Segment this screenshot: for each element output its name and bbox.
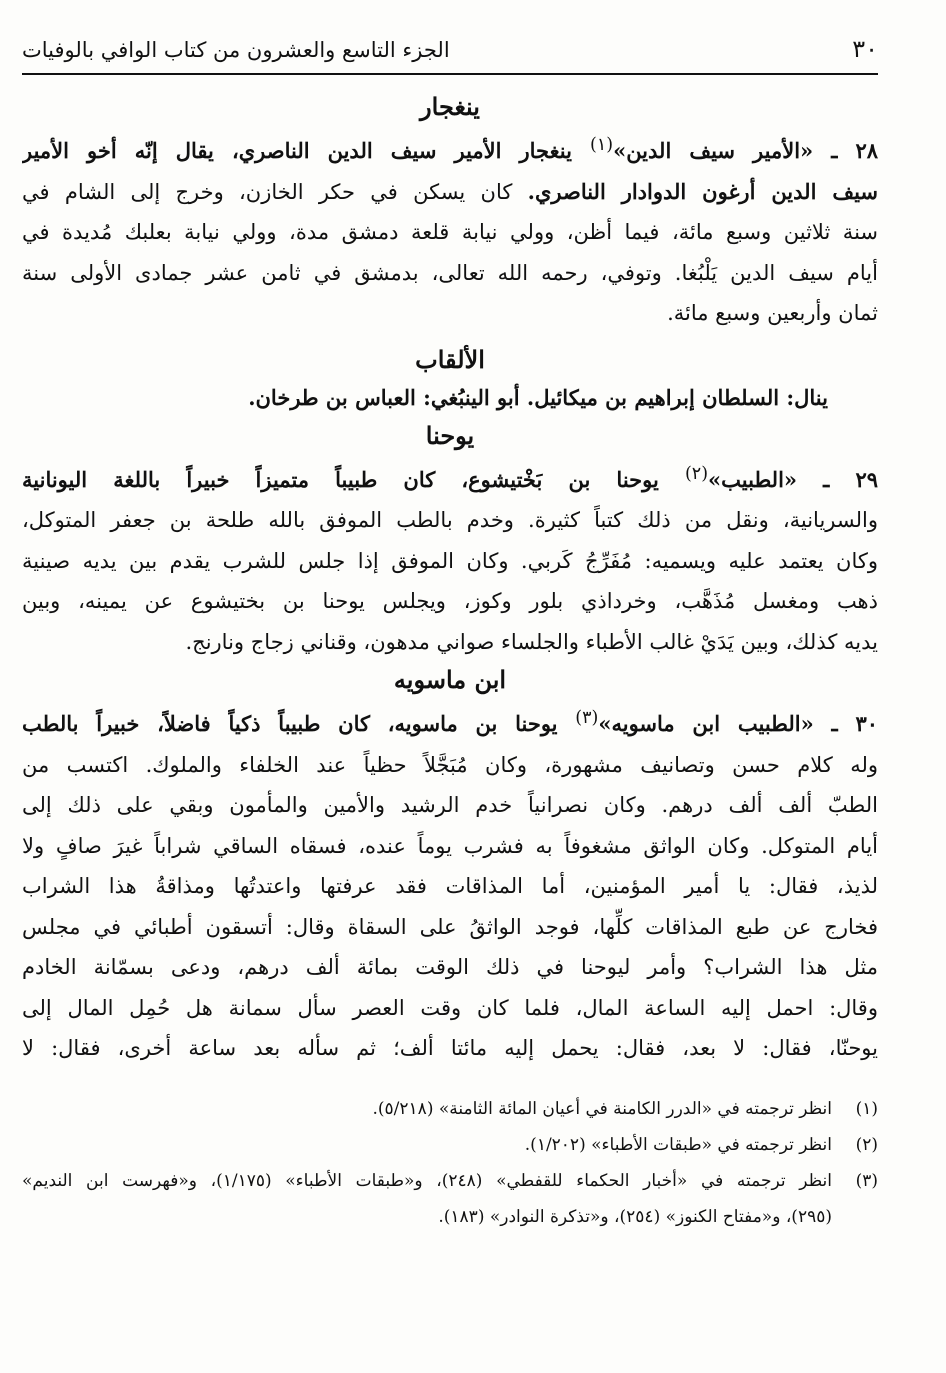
footnote-text: انظر ترجمته في «أخبار الحكماء للقفطي» (٢٤٨)، و«طبقات الأطباء» (١/١٧٥)، و«فهرست ابن النديم» [22, 1170, 832, 1191]
body-line: والسريانية، ونقل من ذلك كتباً كثيرة. وخدم بالطب الموفق بالله طلحة بن جعفر المتوكل، [22, 508, 878, 532]
alqab-line: ينال: السلطان إبراهيم بن ميكائيل. أبو الينبُغي: العباس بن طرخان. [248, 384, 828, 410]
footnote [22, 1127, 878, 1163]
body-line: سنة ثلاثين وسبع مائة، فيما أظن، وولي نيابة قلعة دمشق مدة، وولي نيابة بعلبك مُديدة في [22, 220, 878, 244]
body-line: وكان يعتمد عليه ويسميه: مُفَرِّجُ كَربي. وكان الموفق إذا جلس للشرب يقدم بين يديه صينية [22, 548, 878, 573]
footnote-number: (٢) [855, 1134, 878, 1155]
footnote-text: انظر ترجمته في «طبقات الأطباء» (١/٢٠٢). [524, 1134, 832, 1155]
body-line: وله كلام حسن وتصانيف مشهورة، وكان مُبَجَّلاً حظياً عند الخلفاء والملوك. اكتسب من [22, 752, 878, 777]
body-line: ٢٨ ـ «الأمير سيف الدين»$^{(١)}$ ينغجار الأمير سيف الدين الناصري، يقال إنّه أخو الأمير [22, 135, 878, 163]
body-line: يديه كذلك، وبين يَدَيْ غالب الأطباء والجلساء صواني مدهون، وقناني زجاج ونارنج. [185, 629, 878, 654]
body-line: أيام المتوكل. وكان الواثق مشغوفاً به فشرب يوماً عنده، فسقاه الساقي شراباً غيرَ صافٍ ولا [22, 833, 878, 858]
body-line: الطبّ ألف ألف درهم. وكان نصرانياً خدم الرشيد والأمين والمأمون وبقي على ذلك إلى [22, 793, 878, 817]
running-header [22, 34, 878, 75]
footnote-number: (١) [855, 1098, 878, 1119]
body-line: وقال: احمل إليه الساعة المال، فلما كان وقت العصر سأل سمانة هل حُمِل المال إلى [22, 995, 878, 1020]
body-line: فخارج عن طبع المذاقات كلِّها، فوجد الواثقُ على السقاة وقال: أتسقون أطبائي في مجلس [22, 914, 878, 939]
section-heading: ابن ماسويه [393, 665, 507, 694]
footnotes [22, 1091, 878, 1235]
body-line: ذهب ومغسل مُذَهَّب، وخرداذي بلور وكوز، ويجلس يوحنا بن بختيشوع عن يمينه، وبين [22, 589, 878, 613]
section-heading: ينغجار [420, 92, 480, 121]
body-line: لذيذ، فقال: يا أمير المؤمنين، أما المذاقات فقد عرفتها واعتدتُها ومذاقةُ هذا الشراب [22, 874, 878, 898]
section-heading: يوحنا [425, 420, 475, 450]
body-line: أيام سيف الدين يَلْبُغا. وتوفي، رحمه الله تعالى، بدمشق في ثامن عشر جمادى الأولى سنة [22, 260, 878, 285]
body-line: ثمان وأربعين وسبع مائة. [667, 301, 878, 325]
footnote [22, 1091, 878, 1127]
body-line: مثل هذا الشراب؟ وأمر ليوحنا في ذلك الوقت بمائة ألف درهم، ودعى بسمّانة الخادم [22, 955, 878, 979]
footnote-text: انظر ترجمته في «الدرر الكامنة في أعيان المائة الثامنة» (٥/٢١٨). [372, 1098, 832, 1119]
page-number: ٣٠ [852, 35, 878, 63]
body-line: سيف الدين أرغون الدوادار الناصري. كان يسكن في حكر الخازن، وخرج إلى الشام في [22, 178, 878, 204]
book-title: الجزء التاسع والعشرون من كتاب الوافي بالوفيات [22, 38, 450, 62]
body-line: ٣٠ ـ «الطبيب ابن ماسويه»$^{(٣)}$ يوحنا بن ماسويه، كان طبيباً ذكياً فاضلاً، خبيراً بالطب [22, 708, 878, 736]
section-heading: الألقاب [415, 344, 485, 374]
footnote-number: (٣) [855, 1170, 878, 1191]
body-line: ٢٩ ـ «الطبيب»$^{(٢)}$ يوحنا بن بَخْتيشوع، كان طبيباً متميزاً خبيراً باللغة اليونانية [22, 463, 878, 492]
page [22, 34, 878, 1235]
footnote-text: (٢٩٥)، و«مفتاح الكنوز» (٢٥٤)، و«تذكرة النوادر» (١٨٣). [438, 1206, 832, 1227]
body-line: يوحنّا، فقال: لا بعد، فقال: يحمل إليه مائتا ألف؛ ثم سأله بعد ساعة أخرى، فقال: لا [22, 1036, 878, 1060]
footnote [22, 1163, 878, 1235]
